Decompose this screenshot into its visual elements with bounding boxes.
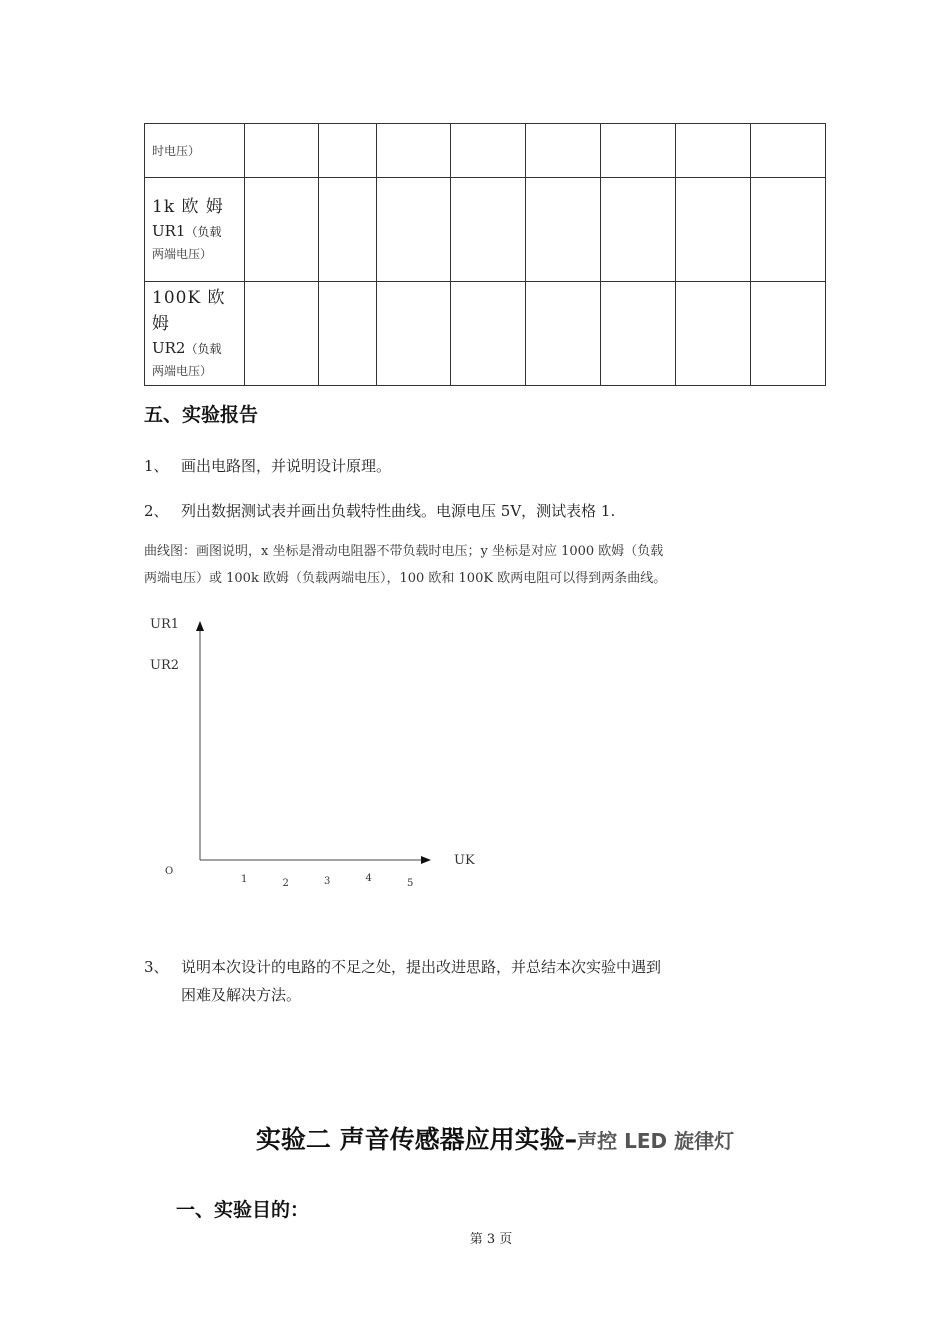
row-label-no-load (145, 124, 245, 178)
table-cell (526, 282, 601, 386)
table-cell (451, 124, 526, 178)
row-label-main: 1k 欧 姆 (152, 197, 224, 217)
list-item (144, 455, 391, 476)
graph-note-line-1: 曲线图：画图说明，x 坐标是滑动电阻器不带负载时电压；y 坐标是对应 1000 欧姆（负载 (144, 544, 664, 559)
x-tick-label: 3 (324, 876, 331, 887)
graph-note-line-2: 两端电压）或 100k 欧姆（负载两端电压），100 欧和 100K 欧两电阻可以得到两条曲线。 (144, 571, 667, 586)
y-label-ur1: UR1 (150, 617, 180, 632)
x-tick-label: 5 (407, 878, 414, 889)
section-heading-report: 五、实验报告 (144, 404, 259, 426)
list-text-line-2: 困难及解决方法。 (181, 986, 302, 1004)
graph-note (144, 538, 824, 592)
row-label-1k (145, 178, 245, 282)
table-row (145, 124, 826, 178)
list-number: 1、 (144, 457, 169, 475)
table-cell (526, 124, 601, 178)
table-row (145, 282, 826, 386)
table-cell (676, 124, 751, 178)
table-cell (751, 282, 826, 386)
row-label-sub: 时电压） (152, 143, 201, 158)
row-label-main: 100K 欧姆 (152, 288, 226, 334)
table-cell (751, 124, 826, 178)
list-number: 2、 (144, 502, 169, 520)
table-cell (377, 282, 451, 386)
x-tick-label: 1 (241, 874, 248, 885)
row-label-note: （负载 (185, 342, 222, 356)
measurement-table (144, 123, 826, 386)
table-cell (319, 124, 377, 178)
row-label-symbol: UR1 (152, 222, 186, 240)
row-label-note-2: 两端电压） (152, 247, 213, 261)
x-axis-label: UK (454, 853, 475, 868)
row-label-symbol: UR2 (152, 339, 186, 357)
table-cell (751, 178, 826, 282)
title-light: 声控 LED 旋律灯 (577, 1129, 735, 1153)
y-label-ur2: UR2 (150, 658, 180, 673)
experiment-2-title (0, 1118, 950, 1156)
table-cell (601, 282, 676, 386)
list-item (144, 500, 615, 521)
x-tick-label: 2 (282, 878, 289, 889)
table-cell (245, 124, 319, 178)
table-cell (377, 124, 451, 178)
y-axis-arrow-icon (196, 621, 204, 631)
origin-label: O (165, 866, 174, 877)
table-cell (245, 282, 319, 386)
row-label-100k (145, 282, 245, 386)
x-tick-label: 4 (365, 873, 372, 884)
table-cell (676, 282, 751, 386)
load-characteristic-graph (140, 600, 500, 900)
x-axis-arrow-icon (421, 856, 431, 864)
list-number: 3、 (144, 958, 169, 976)
table-cell (601, 178, 676, 282)
table-cell (245, 178, 319, 282)
table-row (145, 178, 826, 282)
table-cell (451, 178, 526, 282)
table-cell (526, 178, 601, 282)
table-cell (451, 282, 526, 386)
section-heading-purpose: 一、实验目的： (176, 1199, 310, 1221)
table-cell (676, 178, 751, 282)
table-cell (319, 282, 377, 386)
list-text: 画出电路图，并说明设计原理。 (181, 457, 392, 475)
table-cell (377, 178, 451, 282)
row-label-note-2: 两端电压） (152, 364, 213, 378)
title-strong: 实验二 声音传感器应用实验– (255, 1125, 578, 1154)
table-cell (319, 178, 377, 282)
page-number: 第 3 页 (469, 1232, 513, 1247)
list-item (144, 953, 661, 1009)
table-cell (601, 124, 676, 178)
list-text: 列出数据测试表并画出负载特性曲线。电源电压 5V，测试表格 1. (181, 502, 616, 520)
list-text-line-1: 说明本次设计的电路的不足之处，提出改进思路，并总结本次实验中遇到 (181, 958, 662, 976)
row-label-note: （负载 (185, 225, 222, 239)
x-tick-labels (241, 873, 413, 889)
